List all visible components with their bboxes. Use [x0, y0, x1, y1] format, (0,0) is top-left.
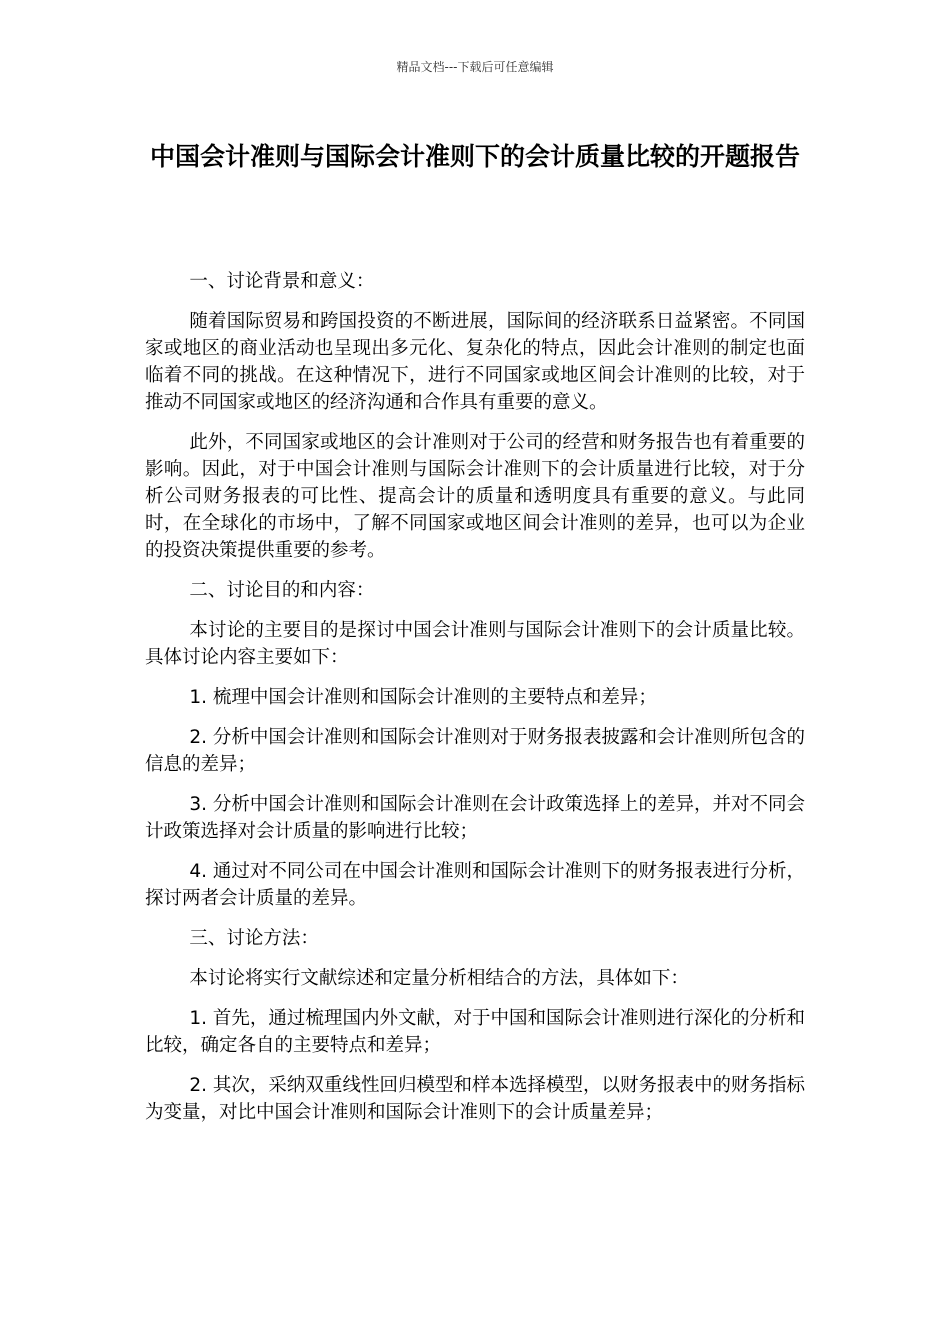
list-item-goal-2: 2. 分析中国会计准则和国际会计准则对于财务报表披露和会计准则所包含的信息的差异；: [145, 727, 805, 775]
list-item-goal-3: 3. 分析中国会计准则和国际会计准则在会计政策选择上的差异，并对不同会计政策选择对会计质量的影响进行比较；: [145, 794, 805, 842]
paragraph-background-2: 此外，不同国家或地区的会计准则对于公司的经营和财务报告也有着重要的影响。因此，对于中国会计准则与国际会计准则下的会计质量进行比较，对于分析公司财务报表的可比性、提高会计的质量和透明度具有重要的意义。与此同时，在全球化的市场中，了解不同国家或地区间会计准则的差异，也可以为企业的投资决策提供重要的参考。: [145, 432, 805, 561]
document-title: 中国会计准则与国际会计准则下的会计质量比较的开题报告: [149, 142, 800, 171]
paragraph-methods-intro: 本讨论将实行文献综述和定量分析相结合的方法，具体如下：: [189, 968, 689, 989]
document-body: [145, 268, 805, 1126]
list-item-goal-4: 4. 通过对不同公司在中国会计准则和国际会计准则下的财务报表进行分析，探讨两者会计质量的差异。: [145, 861, 805, 909]
section-heading-methods: 三、讨论方法：: [189, 928, 319, 949]
paragraph-goals-intro: 本讨论的主要目的是探讨中国会计准则与国际会计准则下的会计质量比较。具体讨论内容主要如下：: [145, 620, 805, 668]
list-item-method-2: 2. 其次，采纳双重线性回归模型和样本选择模型，以财务报表中的财务指标为变量，对比中国会计准则和国际会计准则下的会计质量差异；: [145, 1075, 805, 1123]
paragraph-background-1: 随着国际贸易和跨国投资的不断进展，国际间的经济联系日益紧密。不同国家或地区的商业活动也呈现出多元化、复杂化的特点，因此会计准则的制定也面临着不同的挑战。在这种情况下，进行不同国家或地区间会计准则的比较，对于推动不同国家或地区的经济沟通和合作具有重要的意义。: [145, 311, 805, 413]
list-item-method-1: 1. 首先，通过梳理国内外文献，对于中国和国际会计准则进行深化的分析和比较，确定各自的主要特点和差异；: [145, 1008, 805, 1056]
list-item-goal-1: 1. 梳理中国会计准则和国际会计准则的主要特点和差异；: [189, 687, 657, 708]
section-heading-goals: 二、讨论目的和内容：: [189, 580, 375, 601]
section-heading-background: 一、讨论背景和意义：: [189, 271, 375, 292]
header-note: 精品文档---下载后可任意编辑: [396, 60, 554, 74]
